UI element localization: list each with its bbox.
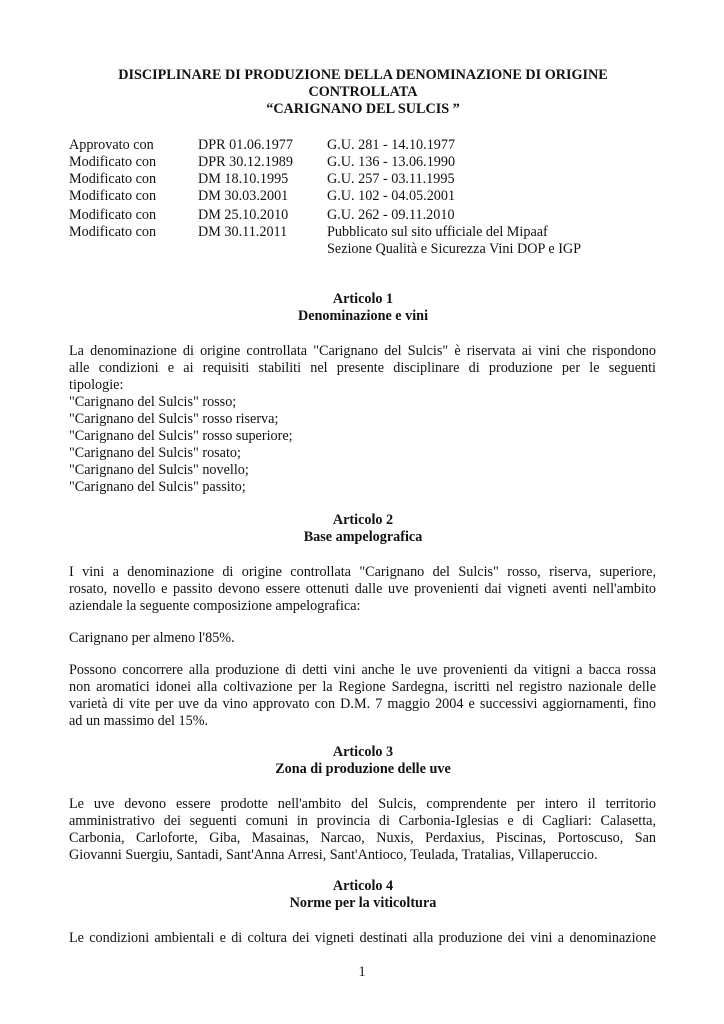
text-line: tipologie: xyxy=(69,377,124,393)
text-line: varietà di vite per uve da vino approvato con D.M. 7 maggio 2004 e successivi aggiornamenti, fino xyxy=(69,696,656,712)
approval-act: DPR 01.06.1977 xyxy=(198,137,293,153)
title-line-1: DISCIPLINARE DI PRODUZIONE DELLA DENOMINAZIONE DI ORIGINE xyxy=(118,67,608,83)
article-heading: Base ampelografica xyxy=(303,529,423,545)
article-heading: Norme per la viticoltura xyxy=(289,895,437,911)
approval-label: Modificato con xyxy=(69,154,157,170)
article-1-header xyxy=(70,291,656,325)
article-4-paragraph xyxy=(69,930,656,947)
text-line: Possono concorrere alla produzione di detti vini anche le uve provenienti da vitigni a bacca rossa xyxy=(69,662,656,678)
text-line: Carbonia, Carloforte, Giba, Masainas, Narcao, Nuxis, Perdaxius, Piscinas, Portoscuso, San xyxy=(69,830,656,846)
article-3-paragraph xyxy=(69,796,656,864)
text-line: La denominazione di origine controllata "Carignano del Sulcis" è riservata ai vini che rispondono xyxy=(69,343,656,359)
approval-act: DM 18.10.1995 xyxy=(198,171,289,187)
approval-act: DPR 30.12.1989 xyxy=(198,154,293,170)
text-line: Le condizioni ambientali e di coltura dei vigneti destinati alla produzione dei vini a denominazione xyxy=(69,930,656,946)
article-number: Articolo 3 xyxy=(332,744,394,760)
document-title xyxy=(70,67,656,118)
approval-label: Modificato con xyxy=(69,188,157,204)
approval-gazette: Sezione Qualità e Sicurezza Vini DOP e IGP xyxy=(327,241,582,257)
title-line-2: CONTROLLATA xyxy=(308,84,418,100)
text-line: Le uve devono essere prodotte nell'ambito del Sulcis, comprendente per intero il territorio xyxy=(69,796,656,812)
approval-gazette: G.U. 257 - 03.11.1995 xyxy=(327,171,455,187)
text-line: Carignano per almeno l'85%. xyxy=(69,630,235,646)
article-3-header xyxy=(70,744,656,778)
list-item: "Carignano del Sulcis" rosato; xyxy=(69,445,241,461)
title-line-3: “CARIGNANO DEL SULCIS ” xyxy=(266,101,460,117)
text-line: rosato, novello e passito devono essere ottenuti dalle uve provenienti dai vigneti aventi nell'ambito xyxy=(69,581,656,597)
list-item: "Carignano del Sulcis" novello; xyxy=(69,462,249,478)
approval-gazette: G.U. 136 - 13.06.1990 xyxy=(327,154,456,170)
article-2-paragraph-1 xyxy=(69,564,656,615)
text-line: aziendale la seguente composizione ampelografica: xyxy=(69,598,361,614)
article-number: Articolo 2 xyxy=(332,512,394,528)
approval-act: DM 30.11.2011 xyxy=(198,224,288,240)
approval-row xyxy=(69,188,669,205)
article-number: Articolo 1 xyxy=(332,291,394,307)
article-4-header xyxy=(70,878,656,912)
approval-gazette: G.U. 281 - 14.10.1977 xyxy=(327,137,456,153)
approval-act: DM 30.03.2001 xyxy=(198,188,289,204)
article-2-paragraph-2 xyxy=(69,630,656,647)
list-item: "Carignano del Sulcis" rosso superiore; xyxy=(69,428,293,444)
list-item: "Carignano del Sulcis" passito; xyxy=(69,479,246,495)
approval-row xyxy=(69,241,669,258)
approval-label: Modificato con xyxy=(69,224,157,240)
text-line: alle condizioni e ai requisiti stabiliti nel presente disciplinare di produzione per le seguenti xyxy=(69,360,656,376)
list-item: "Carignano del Sulcis" rosso; xyxy=(69,394,237,410)
text-line: ad un massimo del 15%. xyxy=(69,713,209,729)
article-heading: Zona di produzione delle uve xyxy=(275,761,451,777)
list-item: "Carignano del Sulcis" rosso riserva; xyxy=(69,411,279,427)
approval-act: DM 25.10.2010 xyxy=(198,207,289,223)
text-line: Giovanni Suergiu, Santadi, Sant'Anna Arresi, Sant'Antioco, Teulada, Tratalias, Villaperuccio. xyxy=(69,847,598,863)
approval-label: Approvato con xyxy=(69,137,154,153)
article-1-paragraph xyxy=(69,343,656,394)
text-line: non aromatici idonei alla coltivazione per la Regione Sardegna, iscritti nel registro nazionale delle xyxy=(69,679,656,695)
text-line: I vini a denominazione di origine controllata "Carignano del Sulcis" rosso, riserva, superiore, xyxy=(69,564,656,580)
page-number: 1 xyxy=(358,964,366,980)
article-number: Articolo 4 xyxy=(332,878,394,894)
wine-types-list xyxy=(69,394,293,496)
approval-label: Modificato con xyxy=(69,207,157,223)
approval-gazette: Pubblicato sul sito ufficiale del Mipaaf xyxy=(327,224,548,240)
approval-history xyxy=(69,137,669,258)
approval-label: Modificato con xyxy=(69,171,157,187)
article-heading: Denominazione e vini xyxy=(297,308,429,324)
approval-row xyxy=(69,137,669,154)
approval-gazette: G.U. 102 - 04.05.2001 xyxy=(327,188,456,204)
approval-row xyxy=(69,207,669,224)
text-line: amministrativo dei seguenti comuni in provincia di Carbonia-Iglesias e di Cagliari: Calasetta, xyxy=(69,813,656,829)
article-2-paragraph-3 xyxy=(69,662,656,730)
article-2-header xyxy=(70,512,656,546)
approval-gazette: G.U. 262 - 09.11.2010 xyxy=(327,207,455,223)
approval-row xyxy=(69,224,669,241)
approval-row xyxy=(69,154,669,171)
approval-row xyxy=(69,171,669,188)
